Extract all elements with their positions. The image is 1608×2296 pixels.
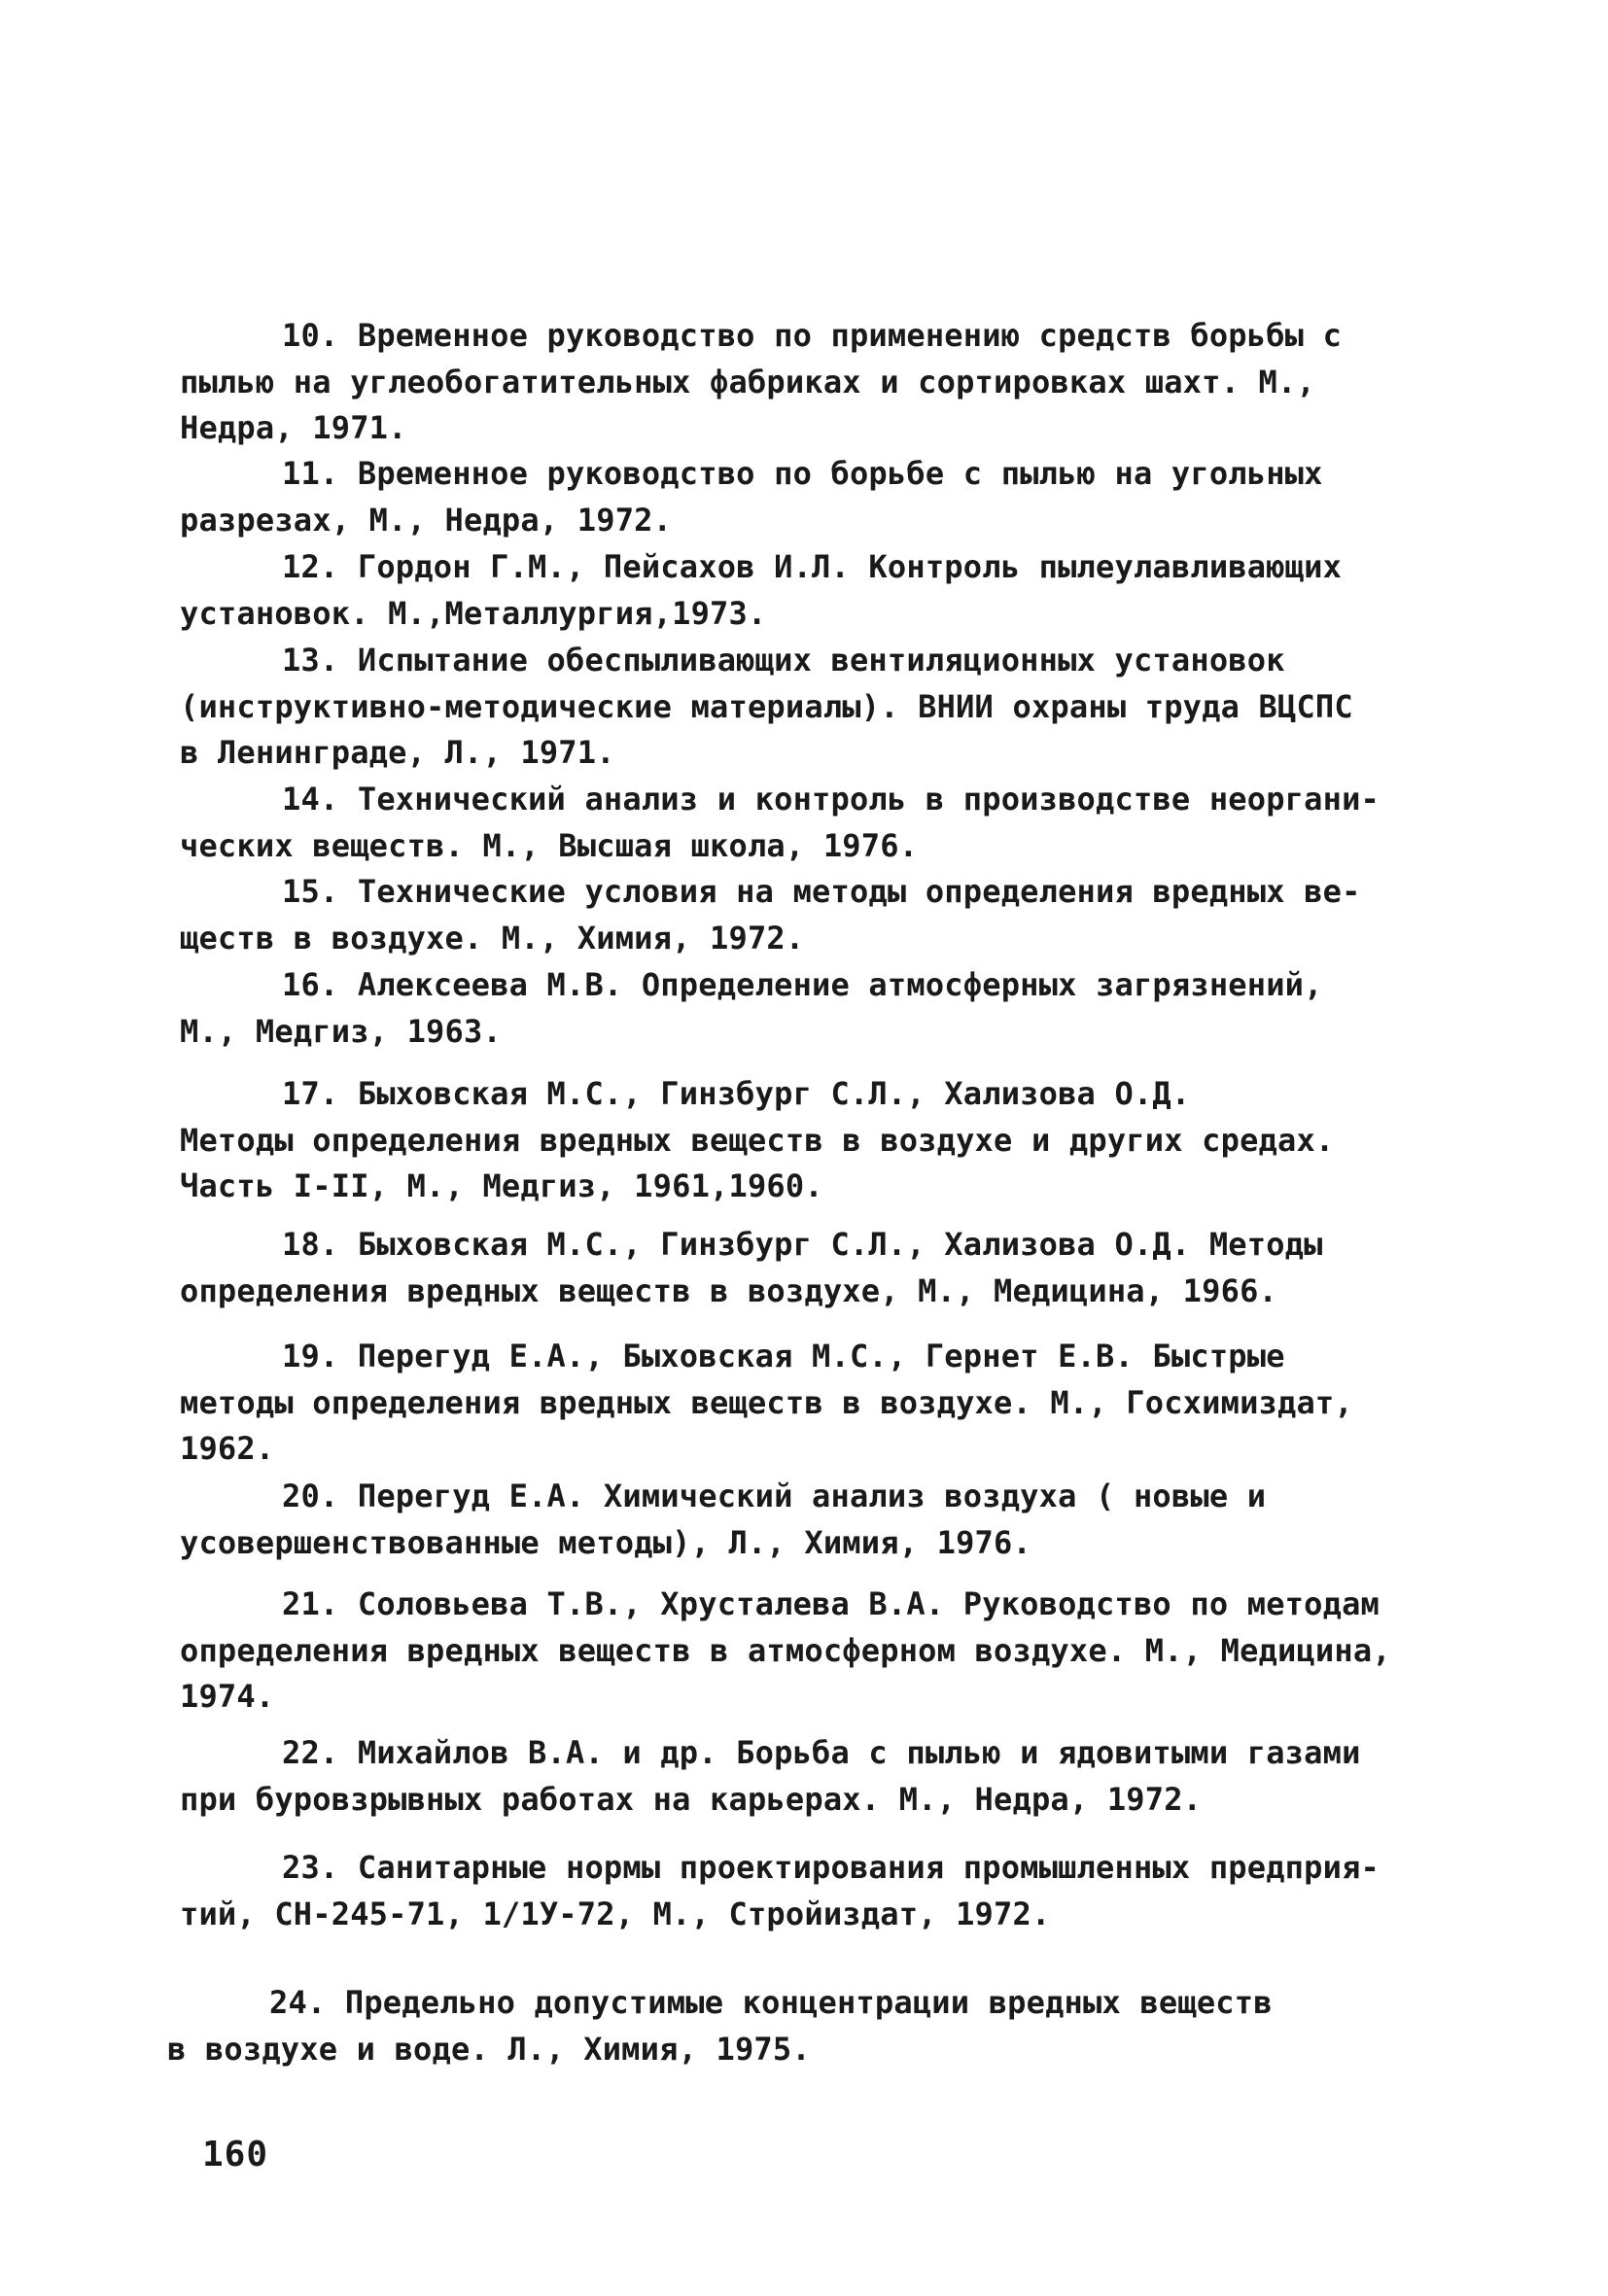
reference-item <box>180 1582 1473 1721</box>
reference-line: 10. Временное руководство по применению средств борьбы с <box>282 317 1343 354</box>
reference-line: ческих веществ. М., Высшая школа, 1976. <box>180 826 919 864</box>
reference-line: методы определения вредных веществ в воздухе. М., Госхимиздат, <box>180 1383 1353 1421</box>
reference-item <box>167 1980 1460 2072</box>
reference-item <box>180 777 1473 869</box>
reference-line: при буровзрывных работах на карьерах. М., Недра, 1972. <box>180 1780 1203 1818</box>
reference-line: в воздухе и воде. Л., Химия, 1975. <box>167 2030 811 2068</box>
reference-line: тий, СН-245-71, 1/1У-72, М., Стройиздат, 1972. <box>180 1895 1051 1932</box>
reference-item <box>180 544 1473 637</box>
reference-line: 17. Быховская М.С., Гинзбург С.Л., Хализова О.Д. <box>282 1075 1191 1112</box>
reference-item <box>180 1474 1473 1566</box>
reference-line: пылью на углеобогатительных фабриках и сортировках шахт. М., <box>180 363 1315 400</box>
reference-line: 15. Технические условия на методы определения вредных ве- <box>282 873 1361 910</box>
reference-line: 11. Временное руководство по борьбе с пылью на угольных <box>282 455 1323 492</box>
reference-line: 20. Перегуд Е.А. Химический анализ воздуха ( новые и <box>282 1478 1267 1514</box>
reference-item <box>180 1845 1473 1937</box>
reference-item <box>180 638 1473 777</box>
reference-line: 14. Технический анализ и контроль в производстве неоргани- <box>282 781 1381 818</box>
reference-line: Недра, 1971. <box>180 409 407 446</box>
reference-line: 18. Быховская М.С., Гинзбург С.Л., Хализова О.Д. Методы <box>282 1226 1323 1263</box>
reference-line: определения вредных веществ в воздухе, М., Медицина, 1966. <box>180 1271 1278 1309</box>
reference-item <box>180 962 1473 1055</box>
reference-line: 1974. <box>180 1678 275 1715</box>
reference-line: 22. Михайлов В.А. и др. Борьба с пылью и ядовитыми газами <box>282 1734 1361 1771</box>
page-number: 160 <box>202 2135 269 2174</box>
reference-line: 16. Алексеева М.В. Определение атмосферных загрязнений, <box>282 966 1323 1003</box>
reference-line: 12. Гордон Г.М., Пейсахов И.Л. Контроль пылеулавливающих <box>282 548 1343 585</box>
reference-item <box>180 1730 1473 1823</box>
reference-item <box>180 1071 1473 1210</box>
reference-item <box>180 313 1473 452</box>
reference-line: установок. М.,Металлургия,1973. <box>180 594 767 632</box>
reference-line: 19. Перегуд Е.А., Быховская М.С., Гернет Е.В. Быстрые <box>282 1338 1285 1374</box>
reference-line: разрезах, М., Недра, 1972. <box>180 501 673 539</box>
reference-line: Методы определения вредных веществ в воздухе и других средах. <box>180 1121 1335 1159</box>
reference-line: определения вредных веществ в атмосферном воздухе. М., Медицина, <box>180 1631 1391 1669</box>
reference-line: Часть I-II, М., Медгиз, 1961,1960. <box>180 1167 823 1204</box>
reference-line: 23. Санитарные нормы проектирования промышленных предприя- <box>282 1849 1381 1886</box>
reference-line: 24. Предельно допустимые концентрации вредных веществ <box>269 1984 1273 2021</box>
reference-line: 1962. <box>180 1430 275 1467</box>
reference-line: 21. Соловьева Т.В., Хрусталева В.А. Руководство по методам <box>282 1585 1381 1622</box>
reference-item <box>180 1334 1473 1473</box>
reference-line: 13. Испытание обеспыливающих вентиляционных установок <box>282 642 1285 678</box>
reference-line: М., Медгиз, 1963. <box>180 1012 502 1050</box>
reference-item <box>180 869 1473 961</box>
reference-line: усовершенствованные методы), Л., Химия, 1976. <box>180 1523 1031 1561</box>
reference-line: (инструктивно-методические материалы). ВНИИ охраны труда ВЦСПС <box>180 687 1353 725</box>
reference-item <box>180 451 1473 543</box>
reference-item <box>180 1222 1473 1314</box>
reference-line: ществ в воздухе. М., Химия, 1972. <box>180 919 805 957</box>
reference-line: в Ленинграде, Л., 1971. <box>180 734 615 771</box>
